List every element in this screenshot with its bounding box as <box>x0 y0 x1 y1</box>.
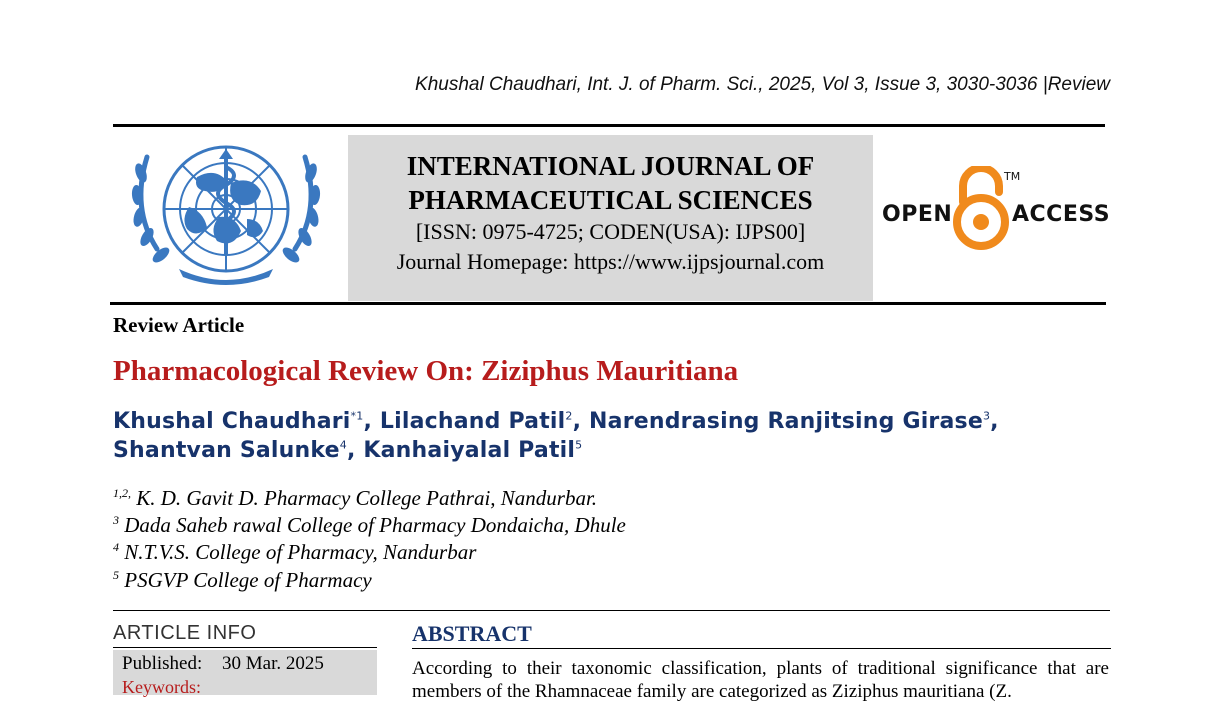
journal-name <box>348 149 873 217</box>
open-access-open-text: OPEN <box>882 202 953 227</box>
affiliation-line <box>113 486 597 511</box>
published-label: Published: <box>122 653 203 674</box>
author-name[interactable]: Lilachand Patil <box>379 409 566 434</box>
article-info-rule <box>113 647 377 648</box>
section-divider <box>113 610 1110 611</box>
author-name[interactable]: Shantvan Salunke <box>113 438 340 463</box>
affiliation-line <box>113 540 476 565</box>
abstract-heading: ABSTRACT <box>412 621 532 646</box>
journal-homepage-link[interactable]: Journal Homepage: https://www.ijpsjournal.com <box>396 249 825 274</box>
affiliation-line <box>113 568 372 593</box>
abstract-text: According to their taxonomic classification, plants of traditional significance that are members of the Rhamnaceae family are categorized as Ziziphus mauritiana (Z. <box>412 658 1109 702</box>
open-access-access-text: ACCESS <box>1012 202 1111 227</box>
journal-issn: [ISSN: 0975-4725; CODEN(USA): IJPS00] <box>415 219 806 244</box>
header-top-rule <box>113 124 1105 127</box>
journal-logo-icon <box>127 137 325 287</box>
journal-name-line2: PHARMACEUTICAL SCIENCES <box>408 185 813 215</box>
affiliation-text: PSGVP College of Pharmacy <box>119 568 372 592</box>
author-separator: , <box>990 409 999 434</box>
author-affiliation-sup: *1 <box>350 409 364 423</box>
affiliation-text: Dada Saheb rawal College of Pharmacy Dondaicha, Dhule <box>119 513 626 537</box>
author-affiliation-sup: 5 <box>575 438 583 452</box>
author-affiliation-sup: 3 <box>982 409 991 423</box>
author-list <box>113 407 1113 465</box>
article-info-heading: ARTICLE INFO <box>113 622 257 644</box>
keywords-label: Keywords: <box>122 677 201 697</box>
author-name[interactable]: Narendrasing Ranjitsing Girase <box>589 409 983 434</box>
citation-line: Khushal Chaudhari, Int. J. of Pharm. Sci., 2025, Vol 3, Issue 3, 3030-3036 |Review <box>415 74 1110 95</box>
affiliation-sup: 1,2, <box>113 486 131 500</box>
author-separator: , <box>363 409 380 434</box>
abstract-rule <box>412 648 1111 649</box>
affiliation-text: K. D. Gavit D. Pharmacy College Pathrai, Nandurbar. <box>131 486 598 510</box>
affiliation-sup: 4 <box>113 540 119 554</box>
published-date: 30 Mar. 2025 <box>222 653 324 674</box>
author-separator: , <box>572 409 590 434</box>
header-bottom-rule <box>110 302 1106 305</box>
author-name[interactable]: Kanhaiyalal Patil <box>363 438 576 463</box>
open-access-lock-icon <box>953 166 1009 250</box>
article-title: Pharmacological Review On: Ziziphus Mauritiana <box>113 355 739 387</box>
affiliation-line <box>113 513 626 538</box>
affiliation-sup: 3 <box>113 513 119 527</box>
affiliation-text: N.T.V.S. College of Pharmacy, Nandurbar <box>119 540 477 564</box>
article-type: Review Article <box>113 313 245 337</box>
journal-masthead <box>348 135 873 301</box>
author-name[interactable]: Khushal Chaudhari <box>113 409 351 434</box>
affiliation-sup: 5 <box>113 568 119 582</box>
author-affiliation-sup: 4 <box>339 438 347 452</box>
open-access-tm: TM <box>1004 170 1021 183</box>
author-separator: , <box>346 438 364 463</box>
journal-name-line1: INTERNATIONAL JOURNAL OF <box>406 151 815 181</box>
author-affiliation-sup: 2 <box>565 409 573 423</box>
